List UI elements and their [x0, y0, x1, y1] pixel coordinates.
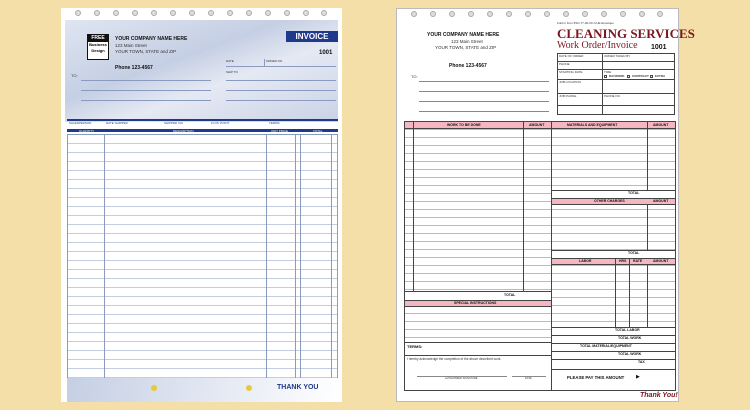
header-note: Fold in form #SC-77-30-CF-CUE Envelope — [557, 21, 614, 25]
date-label: DATE — [525, 377, 532, 380]
dot-mark — [151, 385, 157, 391]
col-salesperson: SALESPERSON — [69, 121, 92, 125]
work-to-be-done: WORK TO BE DONE — [447, 122, 481, 127]
order-taken-by: ORDER TAKEN BY — [604, 54, 631, 58]
col-unit-price: UNIT PRICE — [271, 129, 288, 133]
order-label: ORDER NO. — [266, 59, 284, 63]
materials-total: TOTAL — [628, 191, 640, 195]
company-city: YOUR TOWN, STATE and ZIP — [435, 45, 497, 50]
other-amount: AMOUNT — [653, 198, 669, 203]
company-city: YOUR TOWN, STATE and ZIP — [115, 49, 177, 54]
extra-label: EXTRA — [655, 74, 666, 78]
company-name: YOUR COMPANY NAME HERE — [427, 32, 500, 38]
materials-equipment: MATERIALS AND EQUIPMENT — [567, 122, 618, 127]
ship-label: SHIP TO — [226, 70, 238, 74]
total-material: TOTAL MATERIAL/EQUIPMENT — [580, 344, 632, 348]
contract-checkbox[interactable] — [627, 75, 630, 78]
time-label: TIME — [604, 70, 612, 74]
pin-holes — [397, 11, 678, 17]
labor-amount: AMOUNT — [653, 258, 669, 263]
phone-no: PHONE NO. — [604, 94, 621, 98]
company-phone: Phone 123-4567 — [449, 63, 487, 69]
date-label: DATE — [226, 59, 234, 63]
job-phone: JOB PHONE — [559, 94, 577, 98]
labor-label: LABOR — [579, 258, 592, 263]
work-amount: AMOUNT — [529, 122, 545, 127]
materials-total-row — [552, 190, 675, 198]
arrow-right-icon: ▶ — [636, 374, 640, 380]
daywork-checkbox[interactable] — [604, 75, 607, 78]
hrs-label: HRS — [619, 258, 627, 263]
form-subtitle: Work Order/Invoice — [557, 40, 638, 51]
dot-mark — [246, 385, 252, 391]
company-phone: Phone 123-4567 — [115, 65, 153, 71]
invoice-form — [61, 8, 342, 402]
company-street: 123 Main Street — [115, 43, 147, 48]
pay-amount-label: PLEASE PAY THIS AMOUNT — [567, 375, 625, 380]
line-item-grid — [67, 134, 338, 389]
invoice-title: INVOICE — [286, 31, 338, 42]
company-street: 123 Main Street — [451, 39, 483, 44]
total-work-2: TOTAL WORK — [618, 352, 642, 356]
materials-amount: AMOUNT — [653, 122, 669, 127]
col-description: DESCRIPTION — [173, 129, 194, 133]
tax-label: TAX — [638, 360, 645, 364]
logo-line: Design — [91, 48, 105, 53]
phone-label: PHONE — [559, 62, 570, 66]
thank-you: Thank You! — [640, 392, 678, 399]
total-labor: TOTAL LABOR — [615, 328, 640, 332]
terms-block — [405, 342, 551, 390]
signature-label: AUTHORIZED SIGNATURE — [445, 377, 478, 380]
starting-date: STARTING DATE — [559, 70, 583, 74]
other-total-row — [552, 250, 675, 258]
col-total: TOTAL — [313, 129, 323, 133]
pin-holes — [61, 10, 342, 16]
rate-label: RATE — [633, 258, 643, 263]
special-instructions: SPECIAL INSTRUCTIONS — [454, 300, 497, 305]
terms-label: TERMS: — [407, 344, 423, 349]
invoice-number: 1001 — [319, 50, 333, 56]
other-charges: OTHER CHARGES — [594, 198, 625, 203]
work-total: TOTAL — [504, 293, 516, 297]
col-date-shipped: DATE SHIPPED — [106, 121, 128, 125]
work-total-row — [405, 291, 551, 300]
daywork-label: DAYWORK — [609, 74, 625, 78]
job-location: JOB LOCATION — [559, 80, 581, 84]
contract-label: CONTRACT — [632, 74, 649, 78]
col-shipped-via: SHIPPED VIA — [164, 121, 183, 125]
total-work: TOTAL WORK — [618, 336, 642, 340]
form-title: CLEANING SERVICES — [557, 26, 695, 41]
ack-text: I hereby acknowledge the completion of the above described work. — [407, 357, 502, 361]
extra-checkbox[interactable] — [650, 75, 653, 78]
to-label: TO: — [411, 74, 418, 79]
logo — [87, 34, 109, 60]
col-quantity: QUANTITY — [79, 129, 95, 133]
logo-line: FREE — [88, 35, 108, 42]
date-of-order: DATE OF ORDER — [559, 54, 584, 58]
work-order-form — [396, 8, 695, 402]
col-fob: F.O.B. POINT — [211, 121, 230, 125]
company-name: YOUR COMPANY NAME HERE — [115, 36, 188, 42]
other-total: TOTAL — [628, 251, 640, 255]
logo-line: Business — [89, 42, 107, 47]
col-terms: TERMS — [269, 121, 280, 125]
to-label: TO: — [71, 73, 78, 78]
order-number: 1001 — [651, 44, 667, 51]
thank-you: THANK YOU — [277, 384, 319, 391]
